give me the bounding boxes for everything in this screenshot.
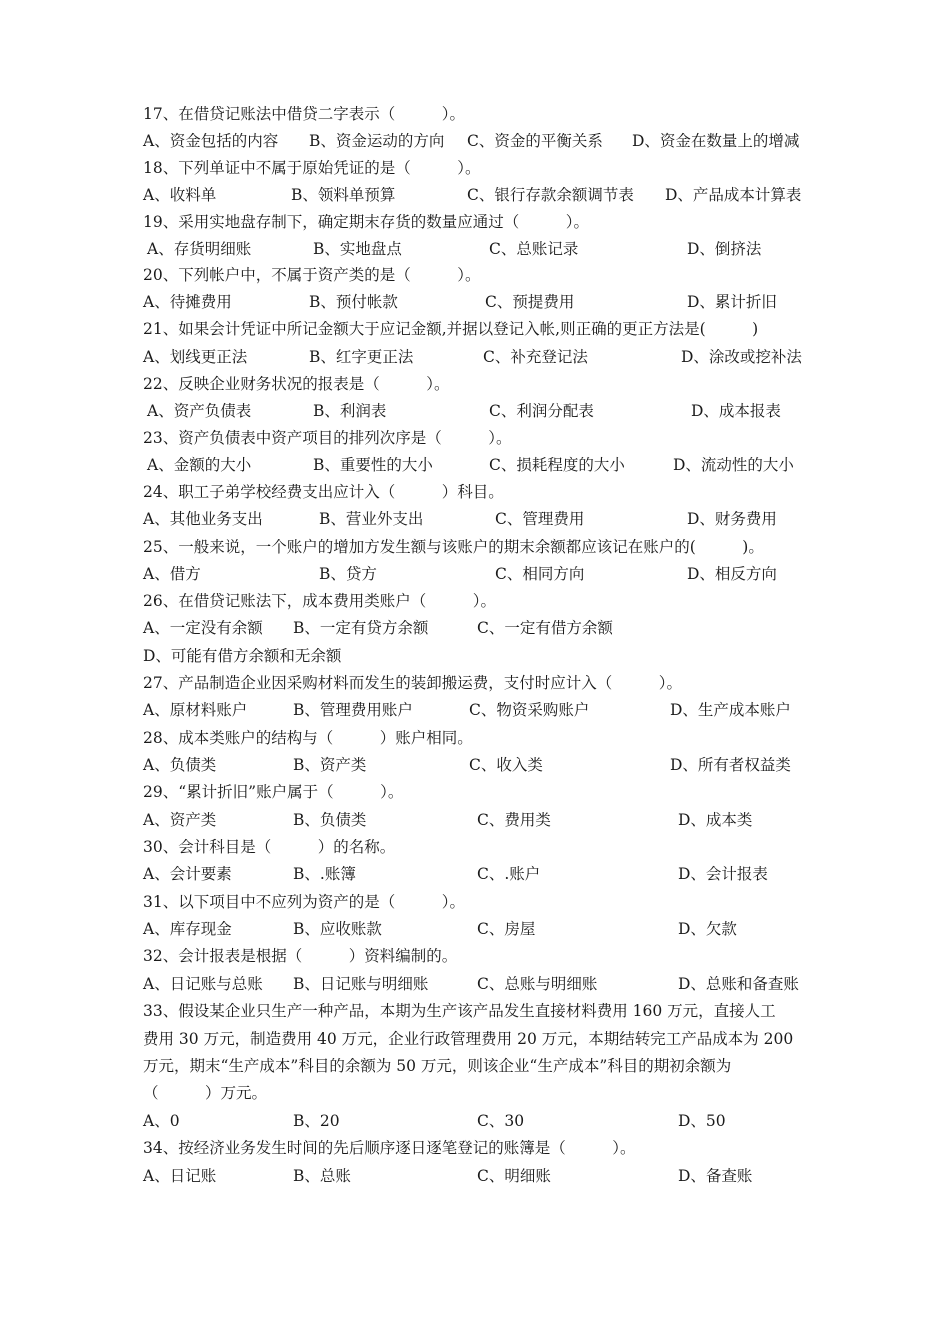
option-b: B、20 bbox=[293, 1112, 340, 1130]
option-a: A、0 bbox=[143, 1112, 180, 1130]
option-b: B、红字更正法 bbox=[309, 348, 414, 366]
options-20 bbox=[143, 292, 813, 312]
option-d: D、累计折旧 bbox=[687, 293, 777, 311]
options-32 bbox=[143, 974, 813, 994]
options-30 bbox=[143, 864, 813, 884]
option-a: A、待摊费用 bbox=[143, 293, 232, 311]
option-b: B、营业外支出 bbox=[319, 510, 424, 528]
question-33-line-3: 万元，期末“生产成本”科目的余额为 50 万元，则该企业“生产成本”科目的期初余额为 bbox=[143, 1057, 732, 1075]
option-b: B、一定有贷方余额 bbox=[293, 619, 429, 637]
options-22 bbox=[143, 401, 813, 421]
question-27: 27、产品制造企业因采购材料而发生的装卸搬运费，支付时应计入（ ）。 bbox=[143, 674, 682, 692]
option-d: D、倒挤法 bbox=[687, 240, 762, 258]
options-24 bbox=[143, 509, 813, 529]
option-a: A、其他业务支出 bbox=[143, 510, 263, 528]
question-24: 24、职工子弟学校经费支出应计入（ ）科目。 bbox=[143, 483, 504, 501]
question-17: 17、在借贷记账法中借贷二字表示（ ）。 bbox=[143, 105, 465, 123]
option-c: C、损耗程度的大小 bbox=[489, 456, 625, 474]
question-25: 25、一般来说，一个账户的增加方发生额与该账户的期末余额都应该记在账户的( )。 bbox=[143, 538, 764, 556]
question-31: 31、以下项目中不应列为资产的是（ ）。 bbox=[143, 893, 465, 911]
option-c: C、费用类 bbox=[477, 811, 551, 829]
option-d: D、产品成本计算表 bbox=[665, 186, 802, 204]
option-c: C、补充登记法 bbox=[483, 348, 588, 366]
option-c: C、一定有借方余额 bbox=[477, 619, 613, 637]
options-17 bbox=[143, 131, 813, 151]
option-d: D、生产成本账户 bbox=[670, 701, 791, 719]
option-c: C、利润分配表 bbox=[489, 402, 594, 420]
options-29 bbox=[143, 810, 813, 830]
option-a: A、负债类 bbox=[143, 756, 217, 774]
option-b: B、领料单预算 bbox=[291, 186, 396, 204]
option-b: B、贷方 bbox=[319, 565, 377, 583]
option-d: D、流动性的大小 bbox=[673, 456, 794, 474]
option-b: B、预付帐款 bbox=[309, 293, 398, 311]
option-a: A、资金包括的内容 bbox=[143, 132, 279, 150]
question-33-line-1: 33、假设某企业只生产一种产品，本期为生产该产品发生直接材料费用 160 万元，直接人工 bbox=[143, 1002, 776, 1020]
option-c: C、收入类 bbox=[469, 756, 543, 774]
options-26 bbox=[143, 618, 813, 638]
options-33 bbox=[143, 1111, 813, 1131]
option-c: C、管理费用 bbox=[495, 510, 585, 528]
option-c: C、预提费用 bbox=[485, 293, 575, 311]
option-a: A、日记账与总账 bbox=[143, 975, 263, 993]
question-33-line-2: 费用 30 万元，制造费用 40 万元，企业行政管理费用 20 万元，本期结转完工产品成本为 200 bbox=[143, 1030, 794, 1048]
option-d: D、涂改或挖补法 bbox=[681, 348, 802, 366]
option-b: B、日记账与明细账 bbox=[293, 975, 429, 993]
option-d: D、财务费用 bbox=[687, 510, 777, 528]
option-a: A、原材料账户 bbox=[143, 701, 248, 719]
option-a: A、库存现金 bbox=[143, 920, 232, 938]
option-c: C、相同方向 bbox=[495, 565, 585, 583]
question-22: 22、反映企业财务状况的报表是（ ）。 bbox=[143, 375, 450, 393]
option-b: B、资金运动的方向 bbox=[309, 132, 445, 150]
options-18 bbox=[143, 185, 813, 205]
option-a: A、划线更正法 bbox=[143, 348, 248, 366]
question-20: 20、下列帐户中，不属于资产类的是（ ）。 bbox=[143, 266, 481, 284]
option-b: B、应收账款 bbox=[293, 920, 382, 938]
option-b: B、总账 bbox=[293, 1167, 351, 1185]
option-b: B、.账簿 bbox=[293, 865, 356, 883]
options-34 bbox=[143, 1166, 813, 1186]
option-a: A、收料单 bbox=[143, 186, 217, 204]
option-d: D、欠款 bbox=[678, 920, 737, 938]
question-19: 19、采用实地盘存制下，确定期末存货的数量应通过（ ）。 bbox=[143, 213, 589, 231]
option-d: D、可能有借方余额和无余额 bbox=[143, 647, 342, 665]
option-a: A、存货明细账 bbox=[147, 240, 252, 258]
option-b: B、重要性的大小 bbox=[313, 456, 433, 474]
option-c: C、30 bbox=[477, 1112, 525, 1130]
option-b: B、利润表 bbox=[313, 402, 387, 420]
option-c: C、.账户 bbox=[477, 865, 541, 883]
option-d: D、所有者权益类 bbox=[670, 756, 791, 774]
question-23: 23、资产负债表中资产项目的排列次序是（ ）。 bbox=[143, 429, 512, 447]
options-21 bbox=[143, 347, 813, 367]
question-18: 18、下列单证中不属于原始凭证的是（ ）。 bbox=[143, 159, 481, 177]
option-c: C、总账与明细账 bbox=[477, 975, 598, 993]
question-28: 28、成本类账户的结构与（ ）账户相同。 bbox=[143, 729, 473, 747]
option-b: B、管理费用账户 bbox=[293, 701, 413, 719]
question-21: 21、如果会计凭证中所记金额大于应记金额,并据以登记入帐,则正确的更正方法是( ) bbox=[143, 320, 759, 338]
option-d: D、50 bbox=[678, 1112, 726, 1130]
question-30: 30、会计科目是（ ）的名称。 bbox=[143, 838, 396, 856]
options-23 bbox=[143, 455, 813, 475]
options-31 bbox=[143, 919, 813, 939]
option-a: A、一定没有余额 bbox=[143, 619, 263, 637]
option-c: C、房屋 bbox=[477, 920, 536, 938]
options-28 bbox=[143, 755, 813, 775]
option-d: D、相反方向 bbox=[687, 565, 777, 583]
option-c: C、明细账 bbox=[477, 1167, 551, 1185]
option-c: C、资金的平衡关系 bbox=[467, 132, 603, 150]
option-c: C、物资采购账户 bbox=[469, 701, 590, 719]
option-a: A、日记账 bbox=[143, 1167, 217, 1185]
option-b: B、资产类 bbox=[293, 756, 367, 774]
options-19 bbox=[143, 239, 813, 259]
option-a: A、会计要素 bbox=[143, 865, 232, 883]
option-c: C、银行存款余额调节表 bbox=[467, 186, 634, 204]
option-d: D、成本报表 bbox=[691, 402, 781, 420]
option-a: A、资产负债表 bbox=[147, 402, 252, 420]
options-25 bbox=[143, 564, 813, 584]
option-c: C、总账记录 bbox=[489, 240, 579, 258]
option-a: A、金额的大小 bbox=[147, 456, 252, 474]
options-27 bbox=[143, 700, 813, 720]
option-d: D、总账和备查账 bbox=[678, 975, 799, 993]
option-b: B、实地盘点 bbox=[313, 240, 402, 258]
question-34: 34、按经济业务发生时间的先后顺序逐日逐笔登记的账簿是（ ）。 bbox=[143, 1139, 636, 1157]
option-a: A、借方 bbox=[143, 565, 201, 583]
option-b: B、负债类 bbox=[293, 811, 367, 829]
question-26: 26、在借贷记账法下，成本费用类账户（ ）。 bbox=[143, 592, 496, 610]
question-32: 32、会计报表是根据（ ）资料编制的。 bbox=[143, 947, 458, 965]
question-33-line-4: （ ）万元。 bbox=[143, 1084, 268, 1102]
question-29: 29、“累计折旧”账户属于（ ）。 bbox=[143, 783, 404, 801]
option-a: A、资产类 bbox=[143, 811, 217, 829]
option-d: D、资金在数量上的增减 bbox=[632, 132, 800, 150]
option-d: D、成本类 bbox=[678, 811, 753, 829]
option-d: D、会计报表 bbox=[678, 865, 768, 883]
option-d: D、备查账 bbox=[678, 1167, 753, 1185]
